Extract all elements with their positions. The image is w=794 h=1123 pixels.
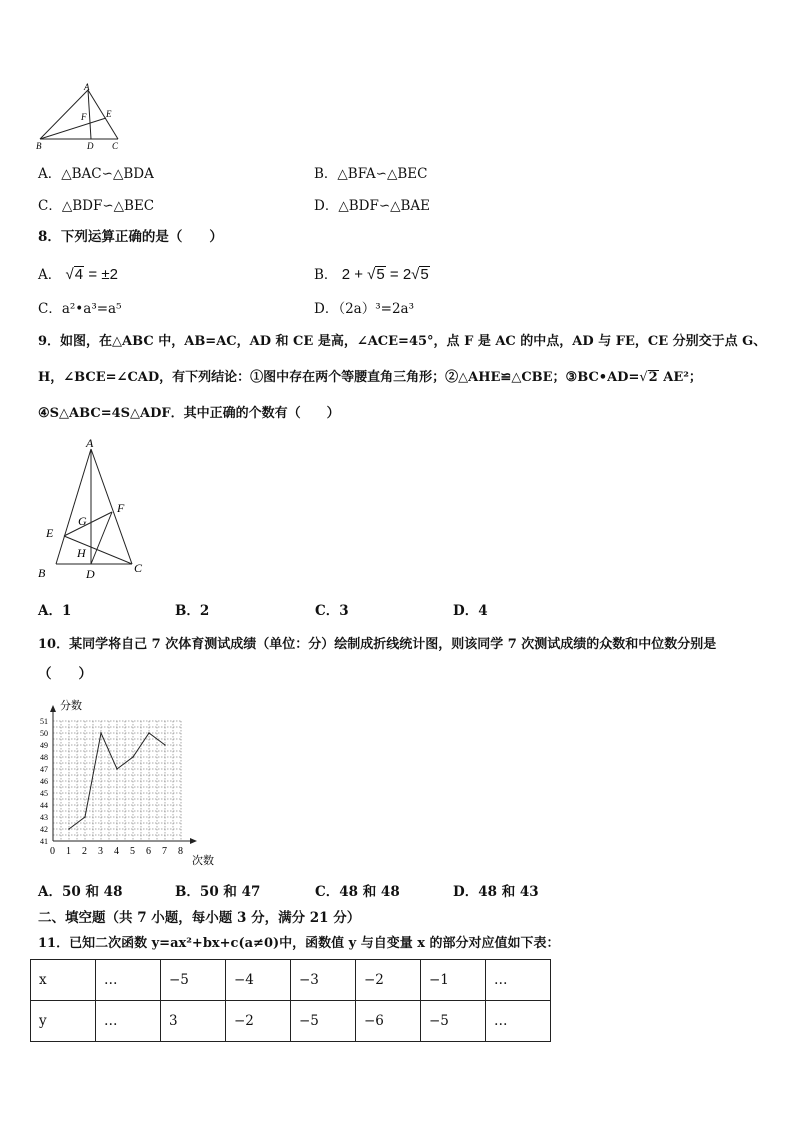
q9-line2-text: H，∠BCE=∠CAD，有下列结论：①图中存在两个等腰直角三角形；②△AHE≌△CBE；③BC•AD= (38, 370, 640, 385)
option-key: C． (315, 884, 340, 900)
q7-option-d[interactable] (314, 200, 430, 214)
option-key: D． (453, 884, 479, 900)
option-key: D． (314, 301, 339, 317)
y-tick-label: 47 (40, 765, 48, 774)
option-key: B． (314, 166, 338, 182)
table-cell: −2 (226, 1001, 291, 1042)
option-text: 50 和 48 (61, 884, 123, 900)
chart-grid (53, 721, 181, 841)
q7-figure (34, 82, 134, 154)
x-tick-label: 2 (82, 846, 87, 857)
option-text: 50 和 47 (199, 884, 261, 900)
q9-label-A: A (86, 436, 94, 450)
table-cell: −3 (291, 960, 356, 1001)
q10-option-a[interactable] (38, 886, 122, 900)
option-key: A． (38, 267, 62, 283)
q8-option-a[interactable]: A． √4 = ±2 (38, 266, 118, 283)
q7-option-a[interactable] (38, 168, 154, 182)
option-text: 3 (339, 603, 349, 619)
option-text: 2 (199, 603, 210, 619)
x-axis-arrow (190, 838, 197, 844)
q9-label-B: B (38, 566, 46, 580)
q9-stem-line3: ④S△ABC=4S△ADF．其中正确的个数有（ ） (38, 406, 340, 421)
q8-b-radicand2: 5 (420, 266, 429, 283)
q7-label-A: A (84, 82, 90, 92)
option-text: △BDF∽△BEC (61, 198, 155, 214)
q7-label-F: F (81, 112, 87, 122)
option-key: A． (38, 166, 62, 182)
table-cell: x (31, 960, 96, 1001)
y-tick-label: 43 (40, 813, 48, 822)
q9-label-C: C (134, 561, 143, 575)
x-tick-label: 6 (146, 846, 151, 857)
q8-a-eq: = ±2 (88, 266, 118, 283)
table-row (31, 1001, 551, 1042)
table-cell: −2 (356, 960, 421, 1001)
y-tick-label: 50 (40, 729, 48, 738)
y-tick-label: 51 (40, 717, 48, 726)
q9-label-G: G (78, 514, 87, 528)
x-tick-label: 1 (66, 846, 71, 857)
option-text: △BAC∽△BDA (61, 166, 154, 182)
q9-option-d[interactable] (453, 605, 488, 619)
q11-stem: 11．已知二次函数 y=ax²+bx+c(a≠0)中，函数值 y 与自变量 x 的部分对应值如下表： (38, 936, 560, 951)
q10-option-b[interactable] (175, 886, 260, 900)
option-text: △BFA∽△BEC (337, 166, 428, 182)
table-cell: −5 (161, 960, 226, 1001)
y-tick-label: 48 (40, 753, 48, 762)
y-tick-label: 45 (40, 789, 48, 798)
q8-stem: 8．下列运算正确的是（ ） (38, 229, 223, 245)
q7-label-D: D (87, 141, 94, 151)
q11-value-table (30, 959, 551, 1042)
q9-label-H: H (77, 546, 86, 560)
option-key: B． (175, 603, 200, 619)
q9-label-F: F (117, 501, 125, 515)
option-text: 48 和 48 (339, 884, 400, 900)
q9-stem-line2: H，∠BCE=∠CAD，有下列结论：①图中存在两个等腰直角三角形；②△AHE≌△CBE；③BC•AD=√2 AE²； (38, 370, 702, 385)
q7-label-E: E (106, 109, 112, 119)
option-key: C． (315, 603, 340, 619)
table-cell: … (486, 960, 551, 1001)
table-row (31, 960, 551, 1001)
q8-b-eq: = 2 (385, 266, 412, 283)
table-cell: −1 (421, 960, 486, 1001)
table-cell: −5 (421, 1001, 486, 1042)
option-key: B． (175, 884, 200, 900)
table-cell: … (486, 1001, 551, 1042)
q10-option-d[interactable] (453, 886, 539, 900)
q8-b-radicand: 5 (376, 266, 385, 283)
q10-stem-line2: （ ） (38, 666, 92, 682)
option-text: 48 和 43 (478, 884, 539, 900)
q9-option-a[interactable] (38, 605, 71, 619)
table-cell: −5 (291, 1001, 356, 1042)
q9-line2-radicand: 2 (648, 370, 658, 385)
table-cell: … (96, 960, 161, 1001)
section-title: 二、填空题（共 7 小题，每小题 3 分，满分 21 分） (38, 910, 361, 926)
q10-line-chart (38, 696, 228, 868)
option-text: a²•a³=a⁵ (61, 301, 122, 317)
q8-option-d[interactable] (314, 303, 414, 317)
q7-option-b[interactable] (314, 168, 427, 182)
table-cell: y (31, 1001, 96, 1042)
q10-stem-line1: 10．某同学将自己 7 次体育测试成绩（单位：分）绘制成折线统计图，则该同学 7 次测试成绩的众数和中位数分别是 (38, 637, 717, 652)
x-tick-label: 5 (130, 846, 135, 857)
x-tick-label: 4 (114, 846, 119, 857)
option-key: B． (314, 267, 338, 283)
x-tick-label: 0 (50, 846, 55, 857)
q8-option-c[interactable] (38, 303, 122, 317)
option-text: 1 (61, 603, 72, 619)
y-axis-arrow (50, 705, 56, 712)
y-tick-label: 41 (40, 837, 48, 846)
q8-option-b[interactable]: B． 2 + √5 = 2√5 (314, 266, 429, 283)
option-key: A． (38, 603, 62, 619)
q9-option-b[interactable] (175, 605, 209, 619)
table-cell: … (96, 1001, 161, 1042)
table-cell: −6 (356, 1001, 421, 1042)
q8-a-radicand: 4 (74, 266, 84, 283)
option-key: C． (38, 301, 62, 317)
option-key: C． (38, 198, 62, 214)
x-tick-label: 8 (178, 846, 183, 857)
y-tick-label: 49 (40, 741, 48, 750)
option-key: D． (453, 603, 479, 619)
y-tick-label: 44 (40, 801, 48, 810)
y-tick-label: 42 (40, 825, 48, 834)
q9-option-c[interactable] (315, 605, 349, 619)
option-key: D． (314, 198, 339, 214)
q9-label-E: E (46, 526, 54, 540)
q7-option-c[interactable] (38, 200, 154, 214)
chart-ylabel: 分数 (60, 700, 82, 712)
option-text: 4 (478, 603, 488, 619)
q8-b-pre: 2 + (341, 266, 368, 283)
option-key: A． (38, 884, 62, 900)
x-tick-label: 7 (162, 846, 167, 857)
table-cell: −4 (226, 960, 291, 1001)
q7-label-C: C (112, 141, 119, 151)
q9-label-D: D (86, 567, 95, 581)
table-cell: 3 (161, 1001, 226, 1042)
q9-line2-tail: AE²； (658, 370, 702, 385)
q7-label-B: B (36, 141, 42, 151)
option-text: （2a）³=2a³ (338, 301, 414, 317)
q10-option-c[interactable] (315, 886, 400, 900)
x-tick-label: 3 (98, 846, 103, 857)
q9-stem-line1: 9．如图，在△ABC 中，AB=AC，AD 和 CE 是高，∠ACE=45°，点 F 是 AC 的中点，AD 与 FE，CE 分别交于点 G、 (38, 334, 767, 349)
y-tick-label: 46 (40, 777, 48, 786)
q9-figure (36, 435, 151, 585)
option-text: △BDF∽△BAE (338, 198, 431, 214)
chart-xlabel: 次数 (192, 855, 214, 867)
